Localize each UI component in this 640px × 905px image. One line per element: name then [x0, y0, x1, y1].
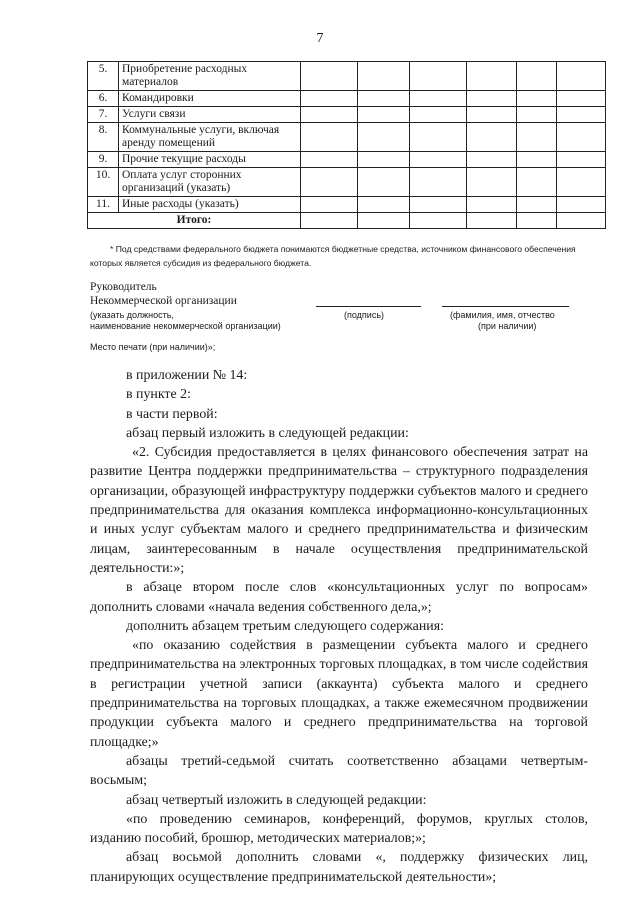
paragraph: в приложении № 14: — [126, 368, 248, 383]
row-number: 7. — [88, 107, 119, 123]
row-number: 11. — [88, 197, 119, 213]
name-label-line1: (фамилия, имя, отчество — [450, 310, 555, 320]
paragraph: абзац четвертый изложить в следующей редакции: — [126, 792, 427, 808]
paragraph: «2. Субсидия предоставляется в целях финансового обеспечения затрат на развитие Центра поддержки предпринимательства – структурного подразделения организации, образующей инфраструктуру поддержки субъектов малого и среднего предпринимательства для оказания комплекса информационно-консультационных и иных услуг субъектам малого и среднего предпринимательства и физическим лицам, заинтересованным в начале осуществления предпринимательской деятельности:»; — [90, 445, 588, 576]
row-number: 10. — [88, 168, 119, 197]
table-row — [88, 123, 606, 152]
table-row — [88, 107, 606, 123]
signature-line — [316, 306, 421, 307]
stamp-place: Место печати (при наличии)»; — [90, 342, 216, 352]
paragraph: абзац первый изложить в следующей редакции: — [126, 425, 409, 441]
expense-table — [87, 61, 606, 229]
signature-role-hint2: наименование некоммерческой организации) — [90, 321, 281, 331]
footnote: * Под средствами федерального бюджета понимаются бюджетные средства, источником финансового обеспечения которых является субсидия из федерального бюджета. — [90, 244, 576, 268]
row-name: Оплата услуг сторонних организаций (указать) — [119, 168, 301, 197]
table-row — [88, 197, 606, 213]
row-number: 5. — [88, 62, 119, 91]
signature-role-line2: Некоммерческой организации — [90, 295, 237, 307]
table-row — [88, 62, 606, 91]
row-name: Командировки — [119, 91, 301, 107]
row-number: 6. — [88, 91, 119, 107]
row-number: 9. — [88, 152, 119, 168]
signature-role-hint1: (указать должность, — [90, 310, 174, 320]
paragraph: в части первой: — [126, 406, 218, 422]
total-row — [88, 213, 606, 229]
name-line — [442, 306, 569, 307]
total-label: Итого: — [88, 213, 301, 229]
paragraph: абзац восьмой дополнить словами «, поддержку физических лиц, планирующих осуществление предпринимательской деятельности»; — [90, 850, 588, 885]
paragraph: абзацы третий-седьмой считать соответственно абзацами четвертым-восьмым; — [90, 753, 588, 789]
row-number: 8. — [88, 123, 119, 152]
paragraph: «по оказанию содействия в размещении субъекта малого и среднего предпринимательства на электронных торговых площадках, в том числе содействия в регистрации учетной записи (аккаунта) субъекта малого и среднего предпринимательства на торговых площадках, а также ежемесячном продвижении продукции субъекта малого и среднего предпринимательства на торговой площадке;» — [90, 638, 588, 750]
row-name: Коммунальные услуги, включая аренду помещений — [119, 123, 301, 152]
amendment-text — [90, 366, 588, 887]
table-row — [88, 152, 606, 168]
paragraph: «по проведению семинаров, конференций, форумов, круглых столов, изданию пособий, брошюр, методических материалов;»; — [90, 811, 588, 847]
paragraph: дополнить абзацем третьим следующего содержания: — [126, 618, 444, 634]
signature-label: (подпись) — [344, 310, 385, 320]
row-name: Услуги связи — [119, 107, 301, 123]
name-label-line2: (при наличии) — [478, 321, 537, 331]
signature-role-line1: Руководитель — [90, 281, 157, 293]
row-name: Приобретение расходных материалов — [119, 62, 301, 91]
table-row — [88, 168, 606, 197]
row-name: Иные расходы (указать) — [119, 197, 301, 213]
table-row — [88, 91, 606, 107]
paragraph: в абзаце втором после слов «консультационных услуг по вопросам» дополнить словами «начала ведения собственного дела,»; — [90, 580, 588, 615]
paragraph: в пункте 2: — [126, 387, 191, 403]
page-number: 7 — [316, 31, 324, 46]
row-name: Прочие текущие расходы — [119, 152, 301, 168]
